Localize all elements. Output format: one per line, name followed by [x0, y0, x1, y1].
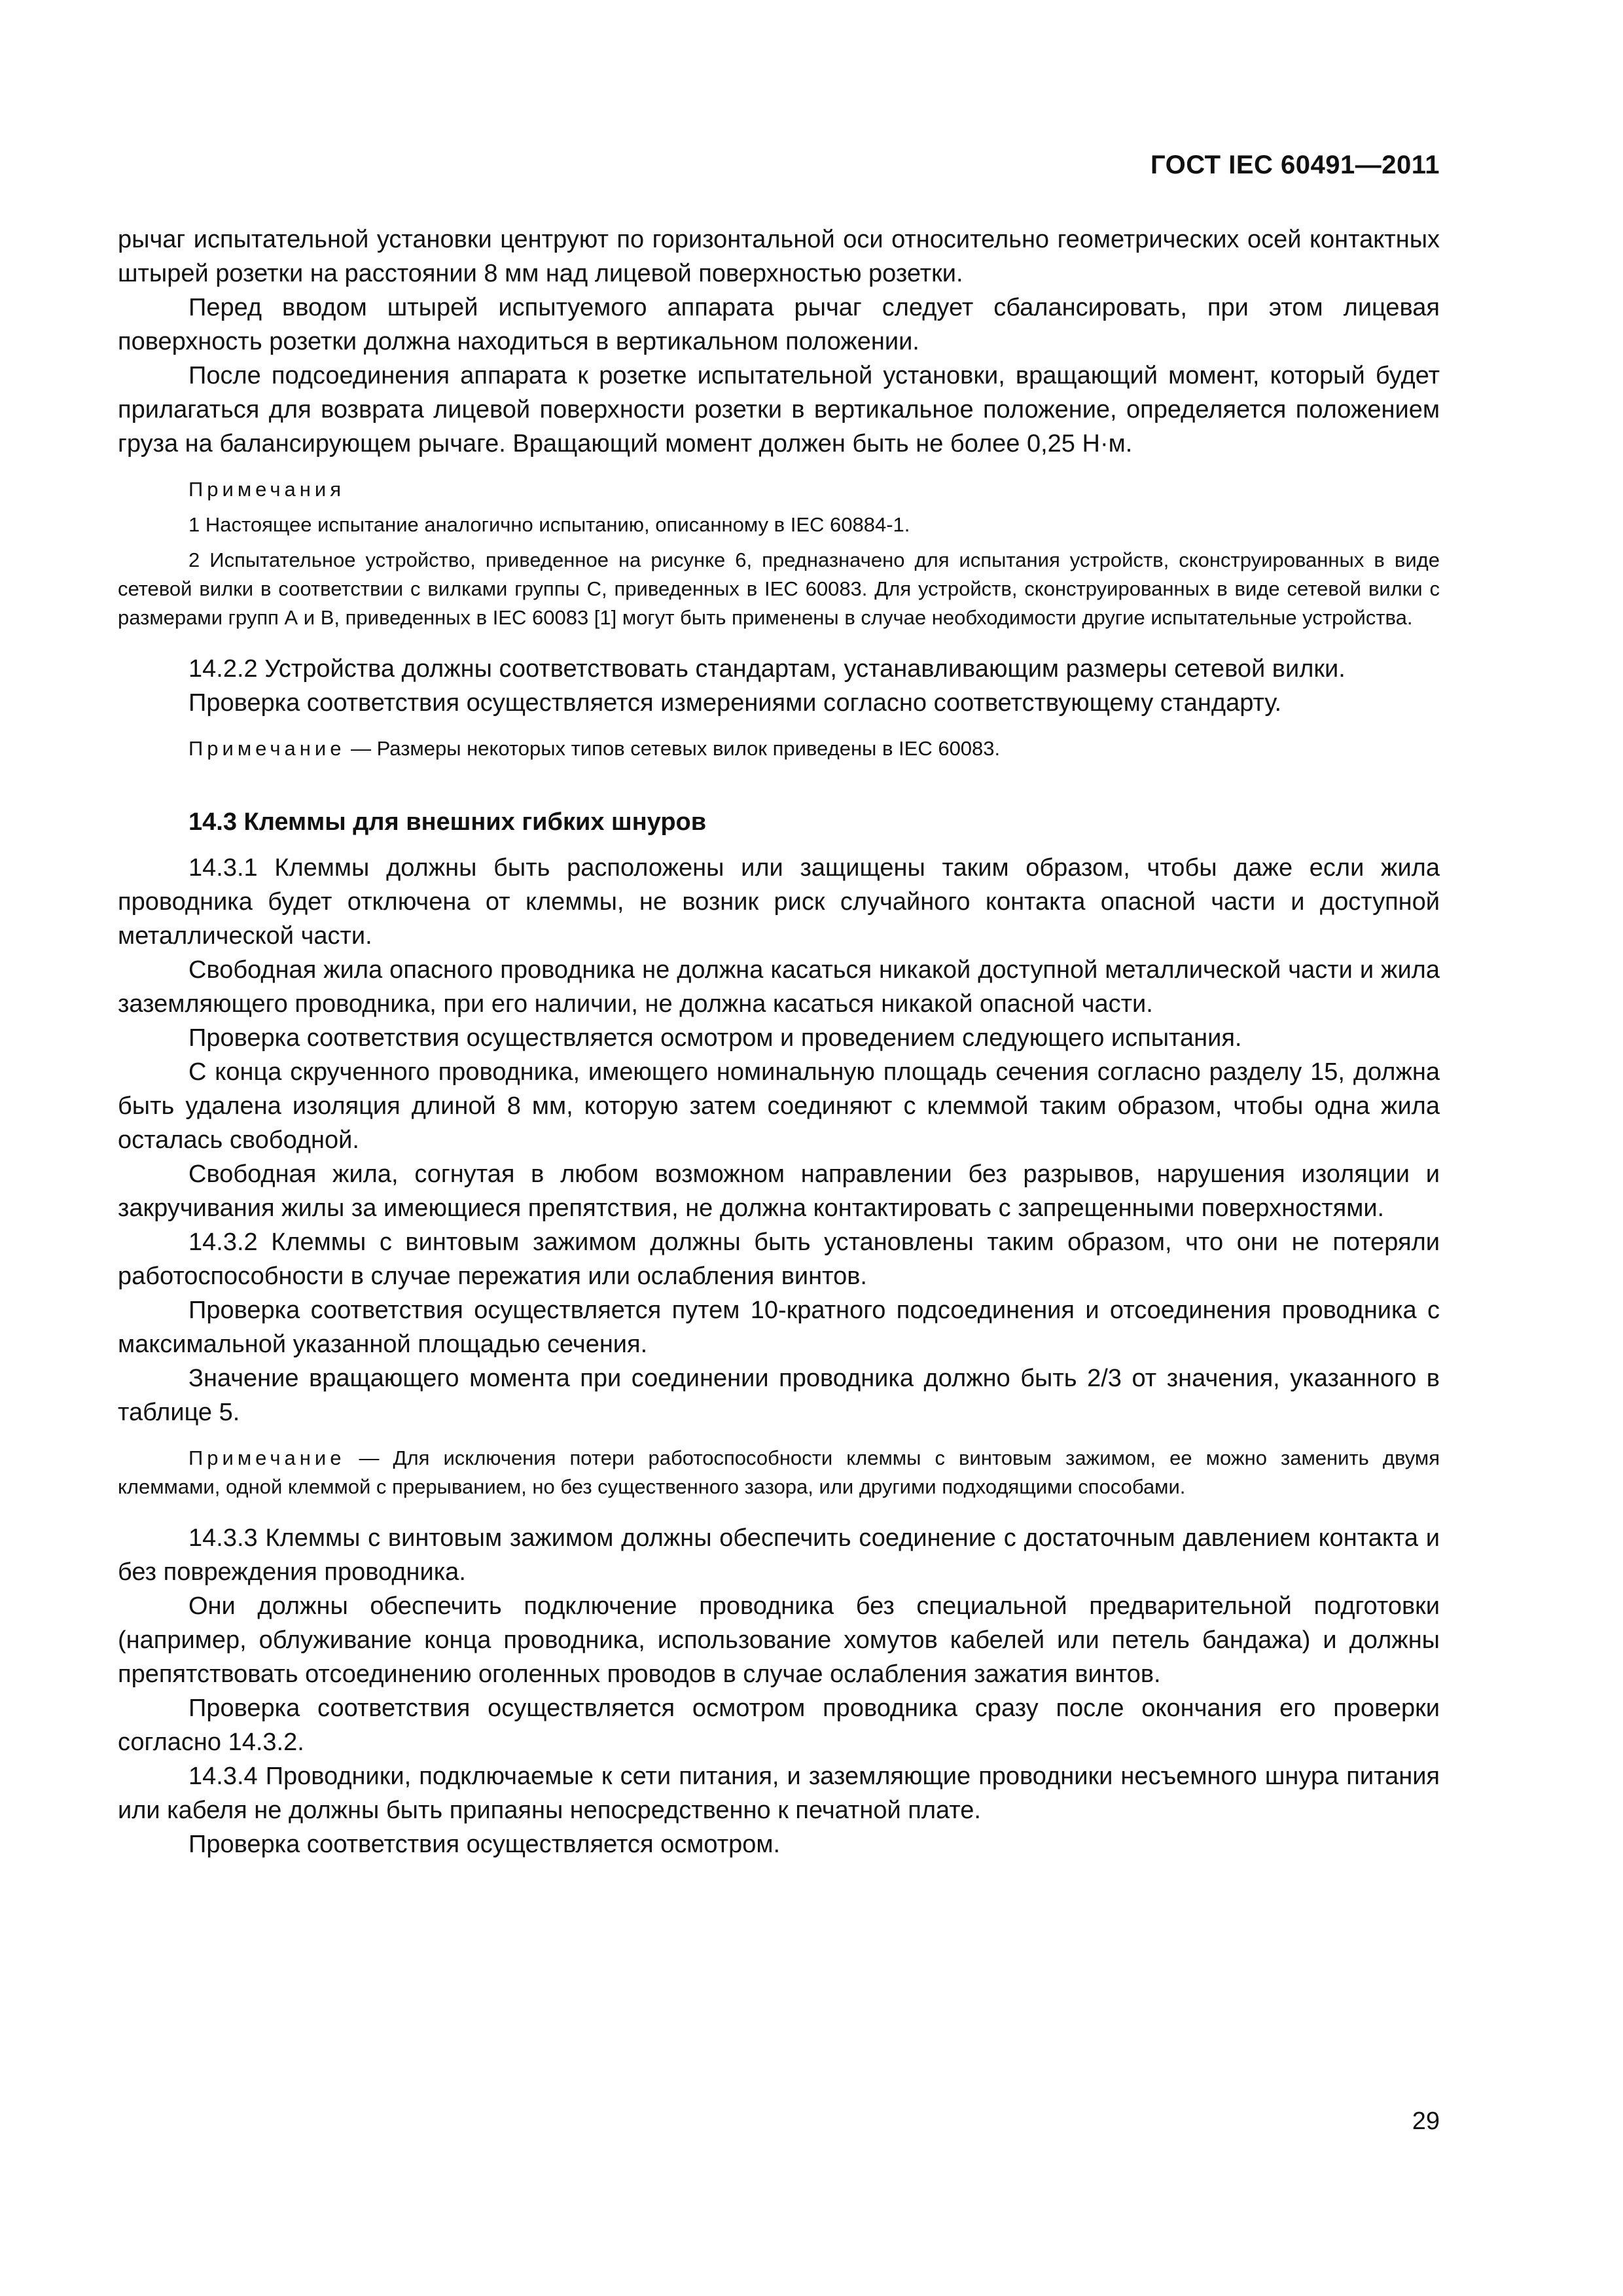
paragraph: Проверка соответствия осуществляется осмотром и проведением следующего испытания.	[188, 1024, 1242, 1052]
paragraph: Свободная жила, согнутая в любом возможном направлении без разрывов, нарушения изоляции и закручивания жилы за имеющиеся препятствия, не должна контактировать с запрещенными поверхностями.	[118, 1160, 1440, 1222]
paragraph: Проверка соответствия осуществляется осмотром.	[188, 1831, 781, 1858]
paragraph: 14.3.3 Клеммы с винтовым зажимом должны обеспечить соединение с достаточным давлением контакта и без повреждения проводника.	[118, 1524, 1440, 1586]
note-item: 2 Испытательное устройство, приведенное на рисунке 6, предназначено для испытания устройств, сконструированных в виде сетевой вилки в соответствии с вилками группы С, приведенных в IEC 60083. Для устройств, сконструированных в виде сетевой вилки с размерами групп А и В, приведенных в IEC 60083 [1] могут быть применены в случае необходимости другие испытательные устройства.	[118, 548, 1440, 629]
paragraph: 14.3.4 Проводники, подключаемые к сети питания, и заземляющие проводники несъемного шнура питания или кабеля не должны быть припаяны непосредственно к печатной плате.	[118, 1763, 1440, 1824]
document-header: ГОСТ IEC 60491—2011	[1150, 151, 1440, 179]
paragraph: Значение вращающего момента при соединении проводника должно быть 2/3 от значения, указанного в таблице 5.	[118, 1365, 1440, 1426]
paragraph: Проверка соответствия осуществляется осмотром проводника сразу после окончания его проверки согласно 14.3.2.	[118, 1695, 1440, 1756]
note-text: — Для исключения потери работоспособности клеммы с винтовым зажимом, ее можно заменить двумя клеммами, одной клеммой с прерыванием, но без существенного зазора, или другими подходящими способами.	[118, 1446, 1440, 1498]
paragraph: рычаг испытательной установки центруют по горизонтальной оси относительно геометрических осей контактных штырей розетки на расстоянии 8 мм над лицевой поверхностью розетки.	[118, 226, 1440, 287]
note-item: 1 Настоящее испытание аналогично испытанию, описанному в IEC 60884-1.	[188, 513, 910, 536]
notes-heading	[118, 475, 1440, 504]
note	[118, 734, 1440, 763]
document-page	[118, 0, 1440, 2296]
notes-heading-text: Примечания	[188, 478, 345, 501]
note-label: Примечание	[188, 737, 346, 760]
paragraph: С конца скрученного проводника, имеющего номинальную площадь сечения согласно разделу 15, должна быть удалена изоляция длиной 8 мм, которую затем соединяют с клеммой таким образом, чтобы одна жила осталась свободной.	[118, 1058, 1440, 1154]
page-number: 29	[1412, 2108, 1440, 2135]
note-text: — Размеры некоторых типов сетевых вилок приведены в IEC 60083.	[345, 737, 1001, 760]
paragraph: Свободная жила опасного проводника не должна касаться никакой доступной металлической части и жила заземляющего проводника, при его наличии, не должна касаться никакой опасной части.	[118, 956, 1440, 1018]
paragraph: Проверка соответствия осуществляется измерениями согласно соответствующему стандарту.	[188, 689, 1282, 717]
section-heading: 14.3 Клеммы для внешних гибких шнуров	[188, 808, 707, 836]
paragraph: 14.3.1 Клеммы должны быть расположены или защищены таким образом, чтобы даже если жила проводника будет отключена от клеммы, не возник риск случайного контакта опасной части и доступной металлической части.	[118, 854, 1440, 950]
paragraph: Проверка соответствия осуществляется путем 10-кратного подсоединения и отсоединения проводника с максимальной указанной площадью сечения.	[118, 1297, 1440, 1358]
paragraph: 14.3.2 Клеммы с винтовым зажимом должны быть установлены таким образом, что они не потеряли работоспособности в случае пережатия или ослабления винтов.	[118, 1229, 1440, 1290]
paragraph: 14.2.2 Устройства должны соответствовать стандартам, устанавливающим размеры сетевой вилки.	[188, 655, 1346, 683]
paragraph: Перед вводом штырей испытуемого аппарата рычаг следует сбалансировать, при этом лицевая поверхность розетки должна находиться в вертикальном положении.	[118, 294, 1440, 355]
paragraph: Они должны обеспечить подключение проводника без специальной предварительной подготовки (например, облуживание конца проводника, использование хомутов кабелей или петель бандажа) и должны препятствовать отсоединению оголенных проводов в случае ослабления зажатия винтов.	[118, 1592, 1440, 1688]
note	[118, 1444, 1440, 1501]
paragraph: После подсоединения аппарата к розетке испытательной установки, вращающий момент, который будет прилагаться для возврата лицевой поверхности розетки в вертикальное положение, определяется положением груза на балансирующем рычаге. Вращающий момент должен быть не более 0,25 Н·м.	[118, 362, 1440, 457]
document-body	[118, 223, 1440, 1861]
note-label: Примечание	[188, 1446, 346, 1469]
